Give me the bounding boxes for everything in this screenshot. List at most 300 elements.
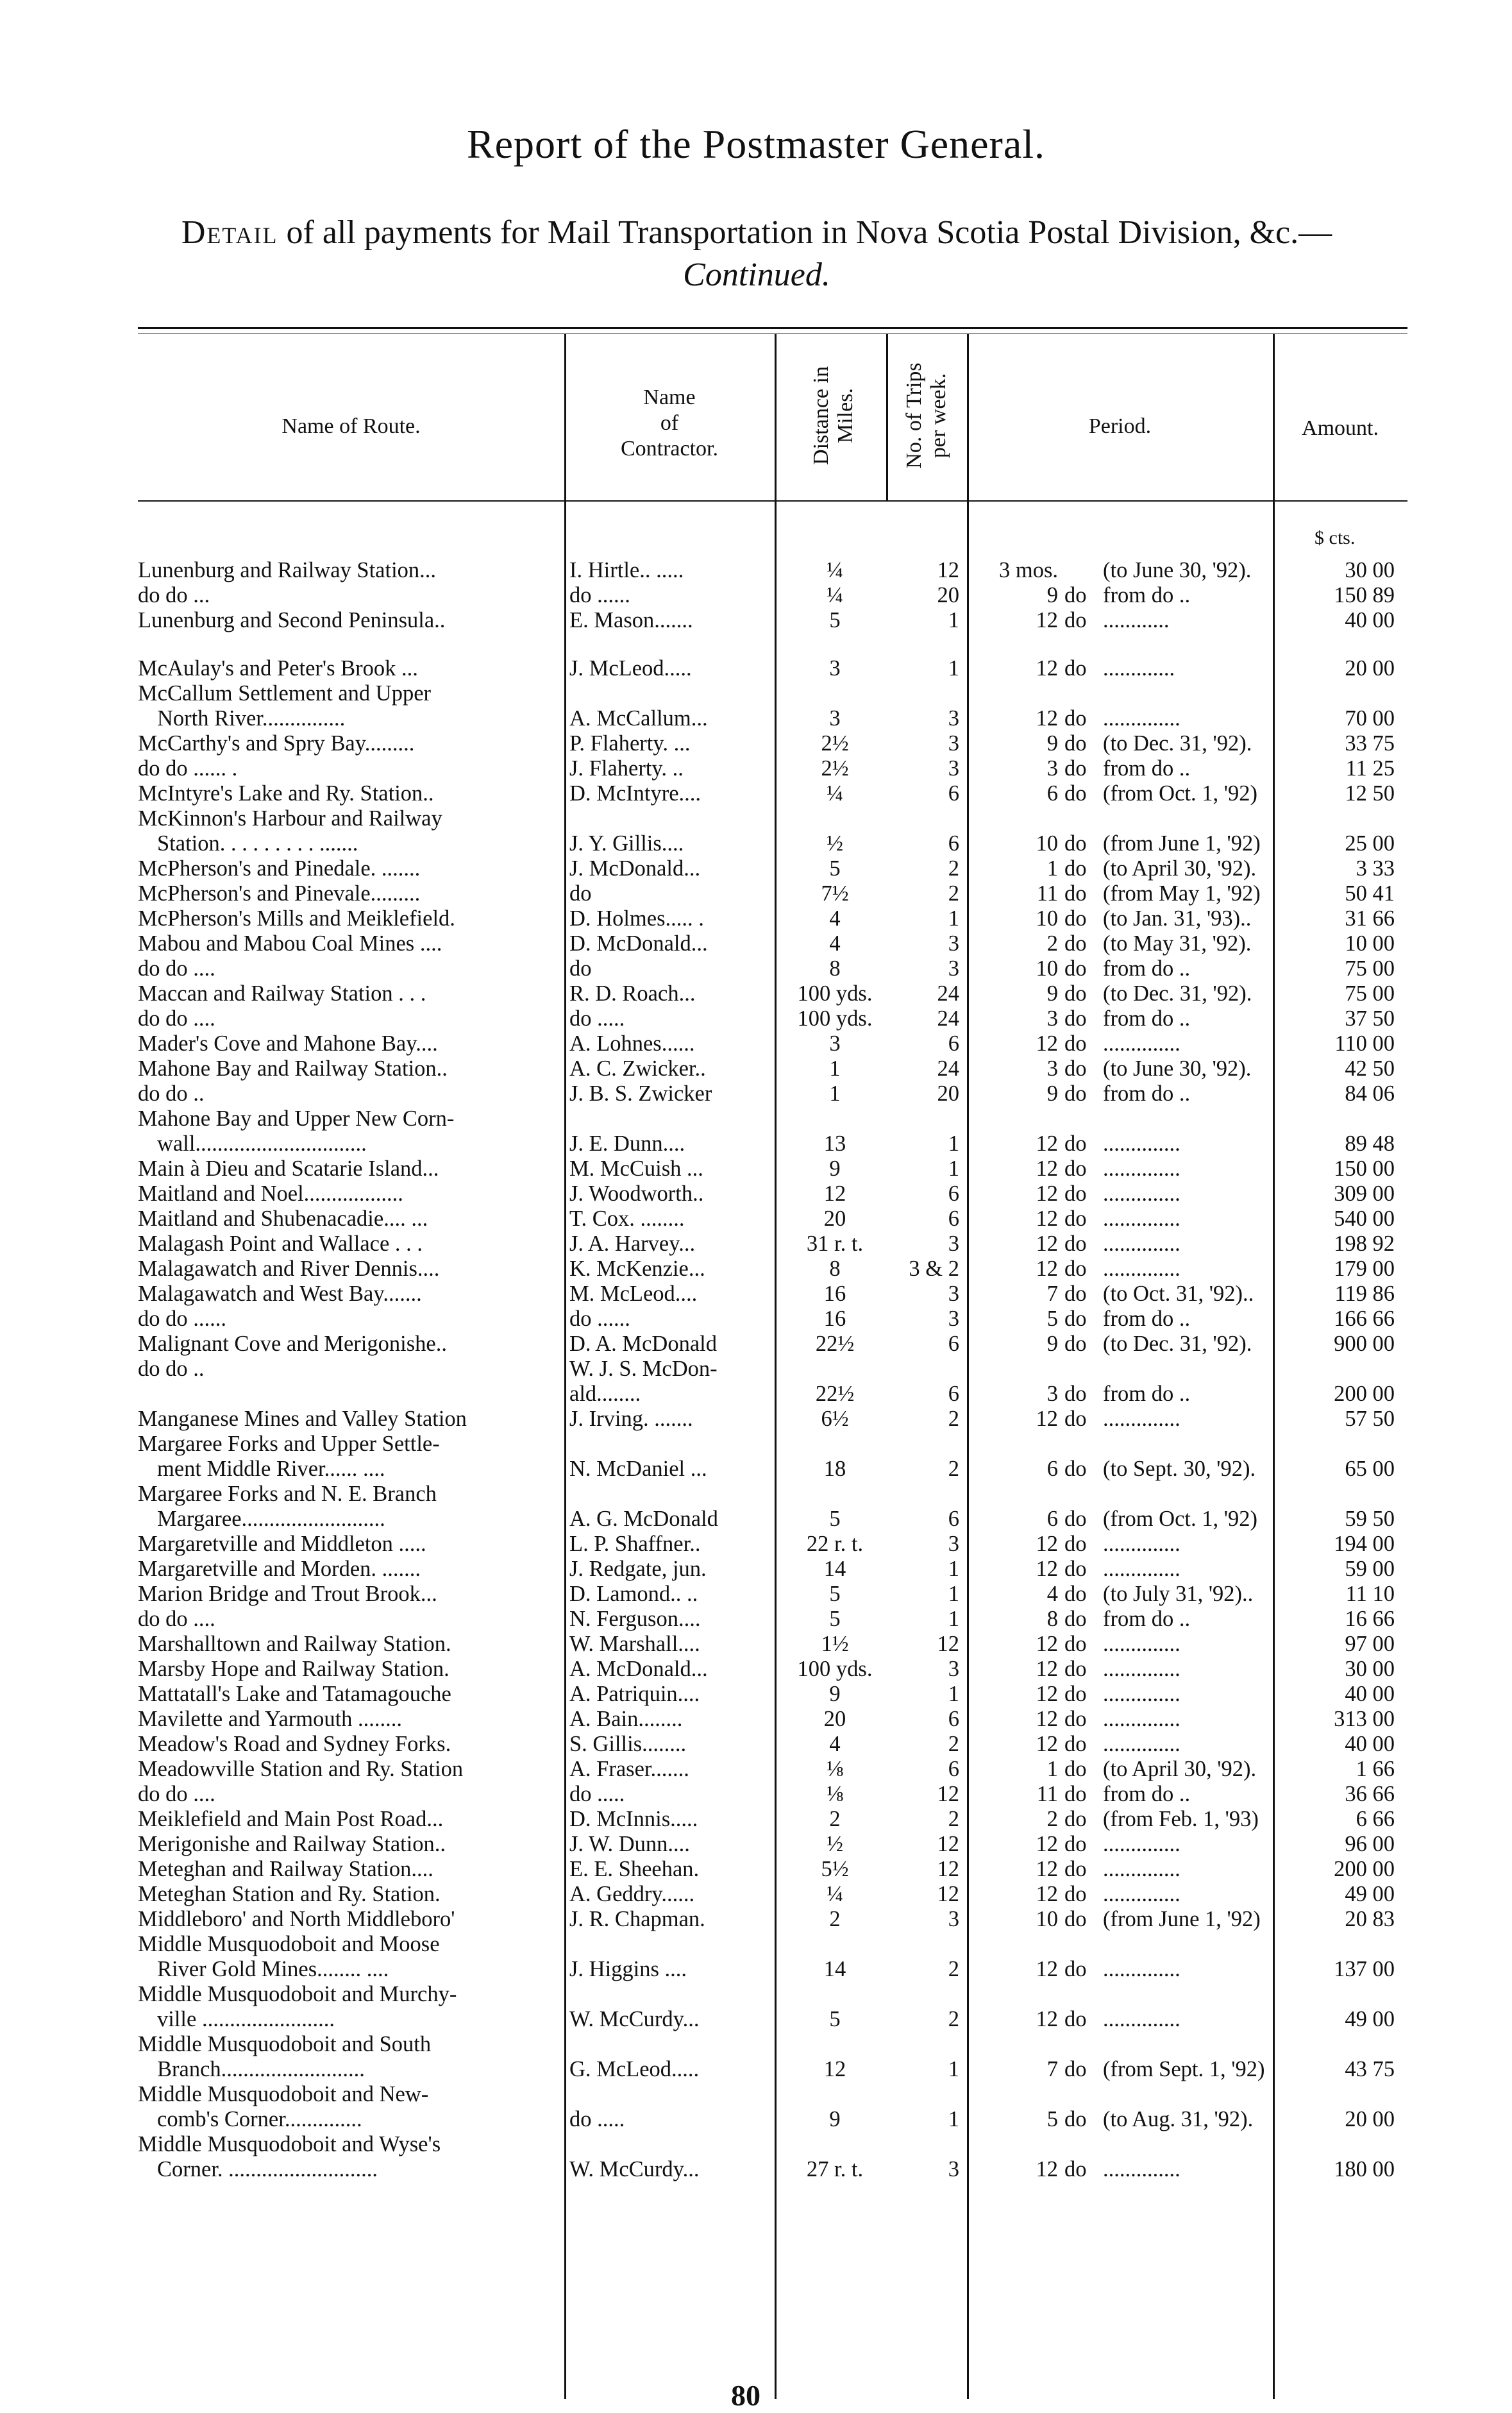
contractor-name: T. Cox. ........ [569, 1206, 685, 1231]
route-name: Marsby Hope and Railway Station. [138, 1657, 449, 1681]
distance: 18 [823, 1457, 846, 1481]
period-ditto: do [1064, 1257, 1087, 1281]
contractor-name: K. McKenzie... [569, 1257, 705, 1281]
header-trips-line: No. of Trips [902, 362, 926, 469]
period-ditto: do [1064, 1307, 1087, 1331]
trips-per-week: 1 [948, 1557, 959, 1581]
period-months: 6 [1046, 1457, 1058, 1481]
period-ditto: do [1064, 656, 1087, 681]
trips-per-week: 24 [937, 981, 959, 1006]
route-name: Meadow's Road and Sydney Forks. [138, 1732, 451, 1756]
trips-per-week: 12 [937, 1882, 959, 1906]
table-row [0, 1081, 1512, 1106]
amount: 89 48 [1345, 1131, 1395, 1156]
amount: 10 00 [1345, 931, 1395, 956]
table-row [0, 1282, 1512, 1307]
period-ditto: do [1064, 2157, 1087, 2181]
period-ditto: do [1064, 1682, 1087, 1706]
contractor-name: D. McDonald... [569, 931, 708, 956]
amount: 40 00 [1345, 608, 1395, 632]
period-months: 12 [1036, 1857, 1058, 1881]
trips-per-week: 1 [948, 1582, 959, 1606]
period-months: 5 [1046, 2107, 1058, 2131]
period-ditto: do [1064, 956, 1087, 981]
period-note: from do .. [1103, 1006, 1191, 1031]
amount: 84 06 [1345, 1081, 1395, 1106]
period-ditto: do [1064, 583, 1087, 607]
distance: ½ [827, 1832, 843, 1856]
period-months: 3 [1046, 1006, 1058, 1031]
period-months: 3 [1046, 756, 1058, 781]
period-note: (from May 1, '92) [1103, 881, 1261, 906]
trips-per-week: 24 [937, 1006, 959, 1031]
trips-per-week: 3 [948, 2157, 959, 2181]
contractor-name: A. Patriquin.... [569, 1682, 700, 1706]
period-ditto: do [1064, 1632, 1087, 1656]
table-row [0, 1732, 1512, 1757]
period-months: 12 [1036, 1832, 1058, 1856]
amount: 70 00 [1345, 706, 1395, 731]
contractor-name: J. Higgins .... [569, 1957, 687, 1981]
contractor-name: J. Redgate, jun. [569, 1557, 707, 1581]
amount: 11 10 [1345, 1582, 1395, 1606]
distance: 3 [829, 1031, 841, 1056]
route-name: Meteghan Station and Ry. Station. [138, 1882, 441, 1906]
amount: 179 00 [1334, 1257, 1395, 1281]
contractor-name: do ..... [569, 1782, 625, 1806]
period-note: from do .. [1103, 956, 1191, 981]
period-months: 2 [1046, 1807, 1058, 1831]
period-months: 11 [1036, 1782, 1058, 1806]
distance: 100 yds. [797, 981, 873, 1006]
table-row [0, 1782, 1512, 1807]
period-ditto: do [1064, 1507, 1087, 1531]
distance: 1½ [821, 1632, 849, 1656]
table-row [0, 1332, 1512, 1357]
period-months: 12 [1036, 1707, 1058, 1731]
table-row [0, 881, 1512, 906]
distance: 22 r. t. [806, 1532, 864, 1556]
table-row [0, 1882, 1512, 1907]
period-note: .............. [1103, 1156, 1180, 1181]
contractor-name: J. McLeod..... [569, 656, 692, 681]
distance: 12 [823, 2057, 846, 2081]
contractor-name: A. Fraser....... [569, 1757, 689, 1781]
route-name: Mavilette and Yarmouth ........ [138, 1707, 403, 1731]
route-name: Lunenburg and Second Peninsula.. [138, 608, 446, 632]
period-months: 12 [1036, 1031, 1058, 1056]
table-row [0, 1982, 1512, 2032]
distance: 2 [829, 1807, 841, 1831]
period-months: 1 [1046, 856, 1058, 881]
route-name: do do ...... . [138, 756, 238, 781]
route-name: do do .... [138, 1782, 215, 1806]
amount: 540 00 [1334, 1206, 1395, 1231]
table-row [0, 1707, 1512, 1732]
route-name: Main à Dieu and Scatarie Island... [138, 1156, 439, 1181]
period-ditto: do [1064, 1657, 1087, 1681]
period-months: 12 [1036, 1957, 1058, 1981]
table-row [0, 1006, 1512, 1031]
amount: 49 00 [1345, 1882, 1395, 1906]
period-note: (to Dec. 31, '92). [1103, 731, 1252, 756]
period-months: 12 [1036, 1407, 1058, 1431]
contractor-name: G. McLeod..... [569, 2057, 700, 2081]
period-note: (to Jan. 31, '93).. [1103, 906, 1252, 931]
amount: 3 33 [1356, 856, 1395, 881]
page-number: 80 [731, 2379, 760, 2412]
period-months: 10 [1036, 906, 1058, 931]
period-months: 12 [1036, 1206, 1058, 1231]
period-months: 3 mos. [998, 558, 1058, 582]
period-note: .............. [1103, 1031, 1180, 1056]
table-row [0, 1432, 1512, 1482]
period-note: (to April 30, '92). [1103, 1757, 1257, 1781]
route-name: McCallum Settlement and Upper [138, 681, 432, 706]
amount: 31 66 [1345, 906, 1395, 931]
period-ditto: do [1064, 1081, 1087, 1106]
period-ditto: do [1064, 856, 1087, 881]
period-ditto: do [1064, 1181, 1087, 1206]
trips-per-week: 2 [948, 1457, 959, 1481]
period-ditto: do [1064, 1882, 1087, 1906]
period-ditto: do [1064, 1131, 1087, 1156]
route-name: Manganese Mines and Valley Station [138, 1407, 467, 1431]
period-note: from do .. [1103, 1607, 1191, 1631]
route-name: ville ........................ [157, 2007, 335, 2031]
contractor-name: A. Geddry...... [569, 1882, 695, 1906]
contractor-name: N. McDaniel ... [569, 1457, 707, 1481]
amount: 97 00 [1345, 1632, 1395, 1656]
period-note: (to Dec. 31, '92). [1103, 981, 1252, 1006]
period-ditto: do [1064, 1907, 1087, 1931]
trips-per-week: 2 [948, 1807, 959, 1831]
contractor-name: A. C. Zwicker.. [569, 1056, 706, 1081]
period-note: (to June 30, '92). [1103, 558, 1252, 582]
contractor-name: D. A. McDonald [569, 1332, 717, 1356]
period-note: (to Aug. 31, '92). [1103, 2107, 1254, 2131]
amount: 180 00 [1334, 2157, 1395, 2181]
distance: 13 [823, 1131, 846, 1156]
table-row [0, 981, 1512, 1006]
period-ditto: do [1064, 981, 1087, 1006]
route-name: Middleboro' and North Middleboro' [138, 1907, 455, 1931]
distance: 1 [829, 1056, 841, 1081]
period-ditto: do [1064, 781, 1087, 806]
trips-per-week: 1 [948, 1156, 959, 1181]
period-months: 12 [1036, 1181, 1058, 1206]
trips-per-week: 12 [937, 1632, 959, 1656]
period-note: .............. [1103, 1707, 1180, 1731]
distance: 20 [823, 1206, 846, 1231]
trips-per-week: 3 [948, 706, 959, 731]
period-ditto: do [1064, 1457, 1087, 1481]
amount: 119 86 [1334, 1282, 1395, 1306]
contractor-name: ald........ [569, 1382, 641, 1406]
table-row [0, 1657, 1512, 1682]
period-note: .............. [1103, 1682, 1180, 1706]
period-months: 12 [1036, 2007, 1058, 2031]
table-row [0, 656, 1512, 681]
amount: 12 50 [1345, 781, 1395, 806]
contractor-name: do [569, 881, 592, 906]
subtitle-text: of all payments for Mail Transportation in Nova Scotia Postal Division, &c.— [286, 214, 1332, 251]
route-name: Margaretville and Morden. ....... [138, 1557, 421, 1581]
distance: 20 [823, 1707, 846, 1731]
table-row [0, 1106, 1512, 1156]
period-ditto: do [1064, 1232, 1087, 1256]
contractor-name: do ...... [569, 1307, 630, 1331]
trips-per-week: 6 [948, 1332, 959, 1356]
period-note: .............. [1103, 1657, 1180, 1681]
route-name: ment Middle River...... .... [157, 1457, 385, 1481]
period-months: 6 [1046, 781, 1058, 806]
contractor-name: R. D. Roach... [569, 981, 696, 1006]
route-name: River Gold Mines........ .... [157, 1957, 389, 1981]
page-title: Report of the Postmaster General. [466, 121, 1046, 167]
amount: 96 00 [1345, 1832, 1395, 1856]
period-ditto: do [1064, 608, 1087, 632]
route-name: Merigonishe and Railway Station.. [138, 1832, 446, 1856]
route-name: do do ... [138, 583, 210, 607]
table-row [0, 1832, 1512, 1857]
route-name: Maitland and Noel.................. [138, 1181, 403, 1206]
contractor-name: W. J. S. McDon- [569, 1357, 718, 1381]
route-name: do do .. [138, 1357, 205, 1381]
route-name: Middle Musquodoboit and New- [138, 2082, 429, 2106]
contractor-name: I. Hirtle.. ..... [569, 558, 684, 582]
period-ditto: do [1064, 1332, 1087, 1356]
period-months: 11 [1036, 881, 1058, 906]
distance: 9 [829, 1156, 841, 1181]
period-months: 5 [1046, 1307, 1058, 1331]
header-contractor-line: of [660, 411, 679, 435]
period-months: 10 [1036, 1907, 1058, 1931]
distance: 5 [829, 608, 841, 632]
period-months: 10 [1036, 831, 1058, 856]
period-note: .............. [1103, 1407, 1180, 1431]
period-note: (from Sept. 1, '92) [1103, 2057, 1265, 2081]
amount: 200 00 [1334, 1382, 1395, 1406]
route-name: McIntyre's Lake and Ry. Station.. [138, 781, 434, 806]
distance: 2 [829, 1907, 841, 1931]
table-row [0, 956, 1512, 981]
period-months: 9 [1046, 583, 1058, 607]
distance: 5 [829, 856, 841, 881]
header-trips-line: per week. [927, 373, 950, 459]
route-name: North River............... [157, 706, 346, 731]
trips-per-week: 1 [948, 1682, 959, 1706]
header-distance-line: Distance in [809, 366, 833, 465]
contractor-name: L. P. Shaffner.. [569, 1532, 701, 1556]
trips-per-week: 6 [948, 1707, 959, 1731]
distance: 14 [823, 1557, 846, 1581]
contractor-name: A. Bain........ [569, 1707, 683, 1731]
route-name: Middle Musquodoboit and Moose [138, 1932, 440, 1956]
period-months: 12 [1036, 1632, 1058, 1656]
period-ditto: do [1064, 1957, 1087, 1981]
period-note: .............. [1103, 1131, 1180, 1156]
trips-per-week: 6 [948, 1031, 959, 1056]
period-ditto: do [1064, 1282, 1087, 1306]
distance: 16 [823, 1307, 846, 1331]
route-name: Middle Musquodoboit and Wyse's [138, 2132, 441, 2156]
distance: 31 r. t. [806, 1232, 864, 1256]
period-note: .............. [1103, 1232, 1180, 1256]
route-name: Mahone Bay and Upper New Corn- [138, 1106, 455, 1131]
header-amount: Amount. [1302, 416, 1379, 440]
amount: 198 92 [1334, 1232, 1395, 1256]
period-note: from do .. [1103, 583, 1191, 607]
period-months: 9 [1046, 981, 1058, 1006]
route-name: McAulay's and Peter's Brook ... [138, 656, 418, 681]
distance: 8 [829, 1257, 841, 1281]
amount: 11 25 [1345, 756, 1395, 781]
period-note: .............. [1103, 1257, 1180, 1281]
route-name: McPherson's and Pinevale......... [138, 881, 421, 906]
amount: 49 00 [1345, 2007, 1395, 2031]
trips-per-week: 2 [948, 1407, 959, 1431]
contractor-name: W. McCurdy... [569, 2007, 700, 2031]
amount: 150 00 [1334, 1156, 1395, 1181]
trips-per-week: 6 [948, 781, 959, 806]
distance: 7½ [821, 881, 849, 906]
amount: 59 50 [1345, 1507, 1395, 1531]
contractor-name: J. Flaherty. .. [569, 756, 684, 781]
contractor-name: W. McCurdy... [569, 2157, 700, 2181]
period-note: (to June 30, '92). [1103, 1056, 1252, 1081]
period-note: ............ [1103, 608, 1170, 632]
period-note: from do .. [1103, 1782, 1191, 1806]
period-note: (from Oct. 1, '92) [1103, 1507, 1257, 1531]
period-ditto: do [1064, 2057, 1087, 2081]
distance: ¼ [827, 558, 843, 582]
distance: 3 [829, 706, 841, 731]
distance: 8 [829, 956, 841, 981]
trips-per-week: 3 [948, 1282, 959, 1306]
route-name: Marion Bridge and Trout Brook... [138, 1582, 437, 1606]
amount: 16 66 [1345, 1607, 1395, 1631]
period-note: (to July 31, '92).. [1103, 1582, 1254, 1606]
trips-per-week: 20 [937, 1081, 959, 1106]
route-name: Margaree.......................... [157, 1507, 385, 1531]
contractor-name: M. McCuish ... [569, 1156, 703, 1181]
period-note: .............. [1103, 1832, 1180, 1856]
period-months: 9 [1046, 1081, 1058, 1106]
header-distance [809, 339, 858, 493]
period-ditto: do [1064, 1006, 1087, 1031]
period-note: (to Oct. 31, '92).. [1103, 1282, 1254, 1306]
trips-per-week: 2 [948, 856, 959, 881]
period-months: 12 [1036, 1732, 1058, 1756]
period-months: 12 [1036, 1557, 1058, 1581]
table-row [0, 1907, 1512, 1932]
period-note: .............. [1103, 2157, 1180, 2181]
period-months: 12 [1036, 1156, 1058, 1181]
trips-per-week: 3 [948, 1232, 959, 1256]
route-name: Mabou and Mabou Coal Mines .... [138, 931, 442, 956]
period-months: 7 [1046, 2057, 1058, 2081]
route-name: do do ...... [138, 1307, 226, 1331]
amount: 36 66 [1345, 1782, 1395, 1806]
period-ditto: do [1064, 1382, 1087, 1406]
table-row [0, 1582, 1512, 1607]
route-name: Middle Musquodoboit and South [138, 2032, 432, 2056]
period-months: 4 [1046, 1582, 1058, 1606]
distance: ½ [827, 831, 843, 856]
route-name: Meiklefield and Main Post Road... [138, 1807, 444, 1831]
contractor-name: J. E. Dunn.... [569, 1131, 685, 1156]
trips-per-week: 6 [948, 1382, 959, 1406]
period-note: (from June 1, '92) [1103, 831, 1261, 856]
trips-per-week: 3 [948, 956, 959, 981]
period-ditto: do [1064, 1206, 1087, 1231]
subtitle-lead: Detail [181, 214, 278, 251]
table-row [0, 1932, 1512, 1982]
distance: 22½ [815, 1382, 855, 1406]
table-row [0, 1682, 1512, 1707]
period-note: (to Sept. 30, '92). [1103, 1457, 1256, 1481]
contractor-name: J. Irving. ....... [569, 1407, 693, 1431]
amount: 20 83 [1345, 1907, 1395, 1931]
table-row [0, 558, 1512, 583]
period-months: 2 [1046, 931, 1058, 956]
amount: 65 00 [1345, 1457, 1395, 1481]
route-name: Mahone Bay and Railway Station.. [138, 1056, 448, 1081]
amount: 166 66 [1334, 1307, 1395, 1331]
contractor-name: A. McCallum... [569, 706, 708, 731]
route-name: Malagawatch and River Dennis.... [138, 1257, 440, 1281]
period-months: 9 [1046, 731, 1058, 756]
trips-per-week: 3 [948, 931, 959, 956]
table-top-rule [138, 327, 1407, 329]
distance: 16 [823, 1282, 846, 1306]
period-note: .............. [1103, 1181, 1180, 1206]
amount: 194 00 [1334, 1532, 1395, 1556]
header-distance-line: Miles. [834, 388, 857, 443]
route-name: Station. . . . . . . . . ....... [157, 831, 358, 856]
contractor-name: S. Gillis........ [569, 1732, 687, 1756]
contractor-name: A. McDonald... [569, 1657, 708, 1681]
period-months: 8 [1046, 1607, 1058, 1631]
period-months: 12 [1036, 1682, 1058, 1706]
route-name: comb's Corner.............. [157, 2107, 362, 2131]
trips-per-week: 6 [948, 1757, 959, 1781]
trips-per-week: 6 [948, 831, 959, 856]
route-name: Margaree Forks and N. E. Branch [138, 1482, 437, 1506]
period-months: 12 [1036, 656, 1058, 681]
column-divider [886, 334, 888, 500]
contractor-name: P. Flaherty. ... [569, 731, 691, 756]
table-row [0, 1407, 1512, 1432]
trips-per-week: 1 [948, 906, 959, 931]
header-bottom-rule [138, 500, 1407, 502]
period-note: (to Dec. 31, '92). [1103, 1332, 1252, 1356]
table-row [0, 1206, 1512, 1232]
period-ditto: do [1064, 1707, 1087, 1731]
route-name: Margaretville and Middleton ..... [138, 1532, 426, 1556]
route-name: Margaree Forks and Upper Settle- [138, 1432, 440, 1456]
route-name: Meadowville Station and Ry. Station [138, 1757, 464, 1781]
distance: 9 [829, 1682, 841, 1706]
contractor-name: J. B. S. Zwicker [569, 1081, 712, 1106]
distance: ¼ [827, 1882, 843, 1906]
trips-per-week: 3 [948, 1532, 959, 1556]
trips-per-week: 3 & 2 [909, 1257, 959, 1281]
amount: 20 00 [1345, 2107, 1395, 2131]
period-ditto: do [1064, 1056, 1087, 1081]
contractor-name: W. Marshall.... [569, 1632, 700, 1656]
